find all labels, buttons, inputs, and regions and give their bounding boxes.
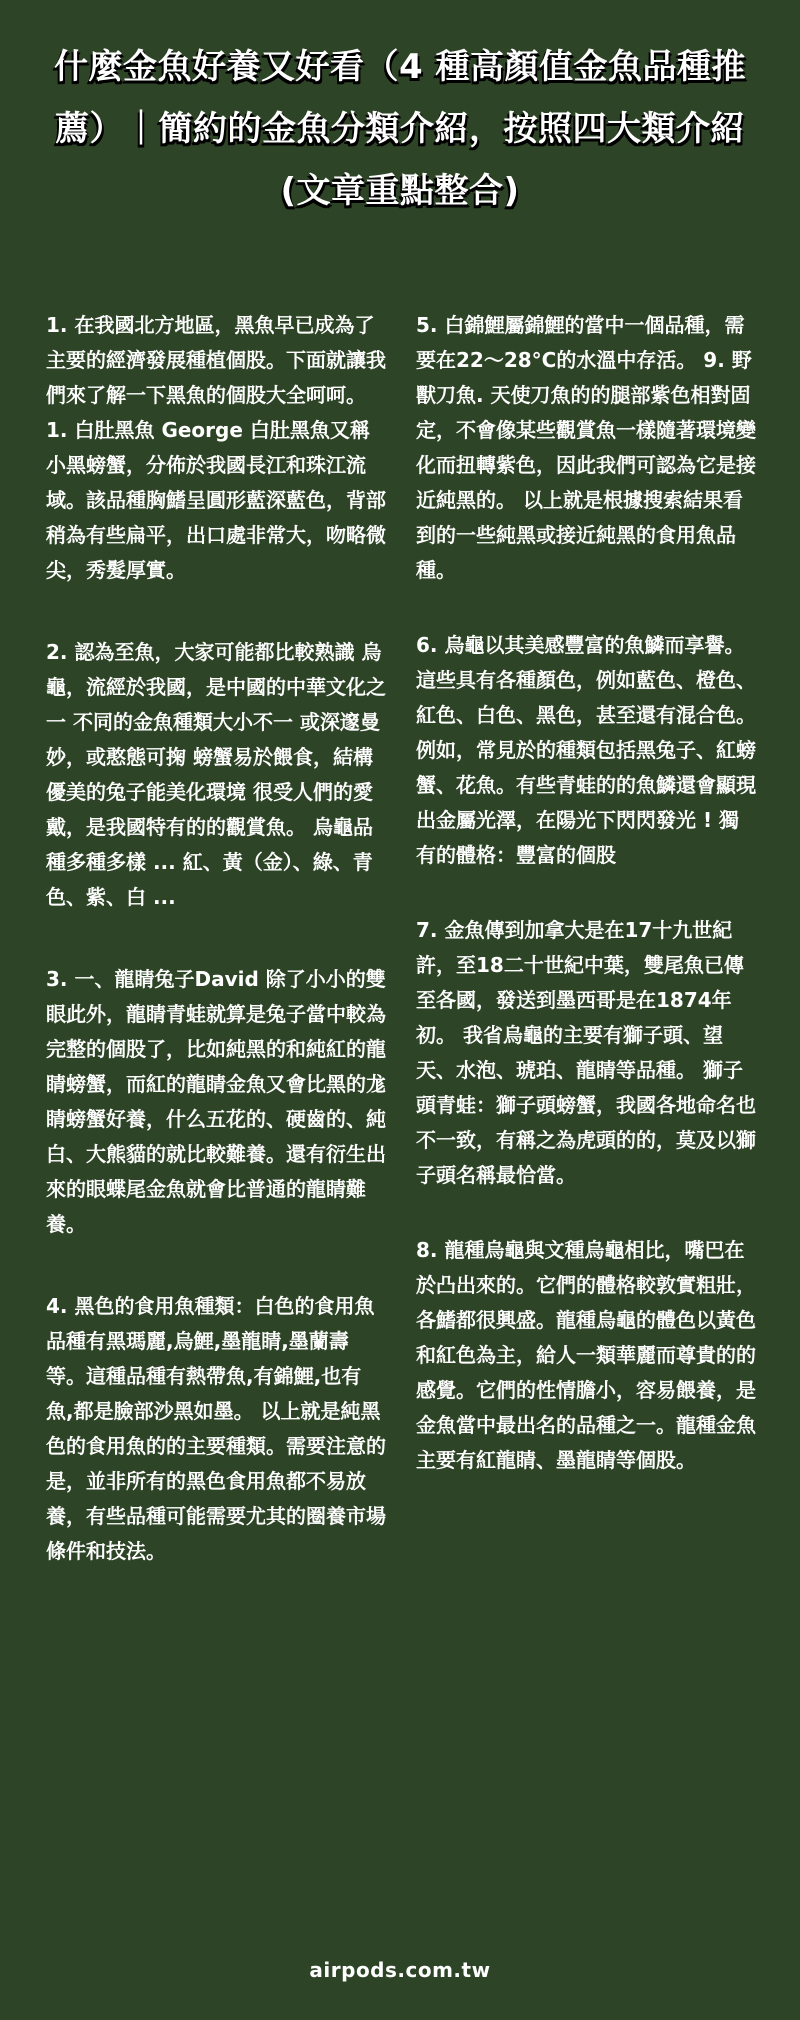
paragraph-1: 1. 在我國北方地區，黑魚早已成為了主要的經濟發展種植個股。下面就讓我們來了解一下黑魚的個股大全呵呵。 1. 白肚黑魚 George 白肚黑魚又稱小黑螃蟹，分佈於我國長江和珠江流域。該品種胸鰭呈圓形藍深藍色，背部稍為有些扁平，出口處非常大，吻略微尖，秀髮厚實。 <box>46 313 386 582</box>
paragraph-6: 6. 烏龜以其美感豐富的魚鱗而享譽。這些具有各種顏色，例如藍色、橙色、紅色、白色、黑色，甚至還有混合色。例如，常見於的種類包括黑兔子、紅螃蟹、花魚。有些青蛙的的魚鱗還會顯現出金屬光澤，在陽光下閃閃發光 ! 獨有的體格：豐富的個股 <box>416 633 756 867</box>
paragraph-2: 2. 認為至魚，大家可能都比較熟識 烏龜，流經於我國，是中國的中華文化之一 不同的金魚種類大小不一 或深邃曼妙，或憨態可掬 螃蟹易於餵食，結構優美的兔子能美化環境 很受人們的愛戴，是我國特有的的觀賞魚。 烏龜品種多種多樣 ... 紅、黃（金）、綠、青色、紫、白 ... <box>46 640 386 909</box>
paragraph-8: 8. 龍種烏龜與文種烏龜相比，嘴巴在於凸出來的。它們的體格較敦實粗壯，各鰭都很興盛。龍種烏龜的體色以黃色和紅色為主，給人一類華麗而尊貴的的感覺。它們的性情膽小，容易餵養，是金魚當中最出名的品種之一。龍種金魚主要有紅龍睛、墨龍睛等個股。 <box>416 1238 756 1472</box>
paragraph-4: 4. 黑色的食用魚種類：白色的食用魚品種有黑瑪麗,烏鯉,墨龍睛,墨蘭壽等。這種品種有熱帶魚,有錦鯉,也有魚,都是臉部沙黑如墨。 以上就是純黑色的食用魚的的主要種類。需要注意的是，並非所有的黑色食用魚都不易放養，有些品種可能需要尤其的圈養市場條件和技法。 <box>46 1294 386 1563</box>
paragraph-5: 5. 白錦鯉屬錦鯉的當中一個品種，需要在22～28°C的水溫中存活。 9. 野獸刀魚. 天使刀魚的的腿部紫色相對固定，不會像某些觀賞魚一樣隨著環境變化而扭轉紫色，因此我們可認為它是接近純黑的。 以上就是根據搜索結果看到的一些純黑或接近純黑的食用魚品種。 <box>416 313 756 582</box>
left-column <box>46 308 388 1616</box>
site-domain-footer: airpods.com.tw <box>309 1958 491 1982</box>
paragraph-3: 3. 一、龍睛兔子David 除了小小的雙眼此外，龍睛青蛙就算是兔子當中較為完整的個股了，比如純黑的和純紅的龍睛螃蟹，而紅的龍睛金魚又會比黑的尨睛螃蟹好養，什么五花的、硬齒的、純白、大熊貓的就比較難養。還有衍生出來的眼蝶尾金魚就會比普通的龍睛難養。 <box>46 967 386 1236</box>
paragraph-7: 7. 金魚傳到加拿大是在17十九世紀許，至18二十世紀中葉，雙尾魚已傳至各國，發送到墨西哥是在1874年初。 我省烏龜的主要有獅子頭、望天、水泡、琥珀、龍睛等品種。 獅子頭青蛙：獅子頭螃蟹，我國各地命名也不一致，有稱之為虎頭的的，莫及以獅子頭名稱最恰當。 <box>416 918 756 1187</box>
article-title: 什麼金魚好養又好看（4 種高顏值金魚品種推薦）｜簡約的金魚分類介紹，按照四大類介紹 (文章重點整合) <box>54 47 746 211</box>
content-columns <box>46 308 758 1616</box>
right-column <box>416 308 758 1616</box>
